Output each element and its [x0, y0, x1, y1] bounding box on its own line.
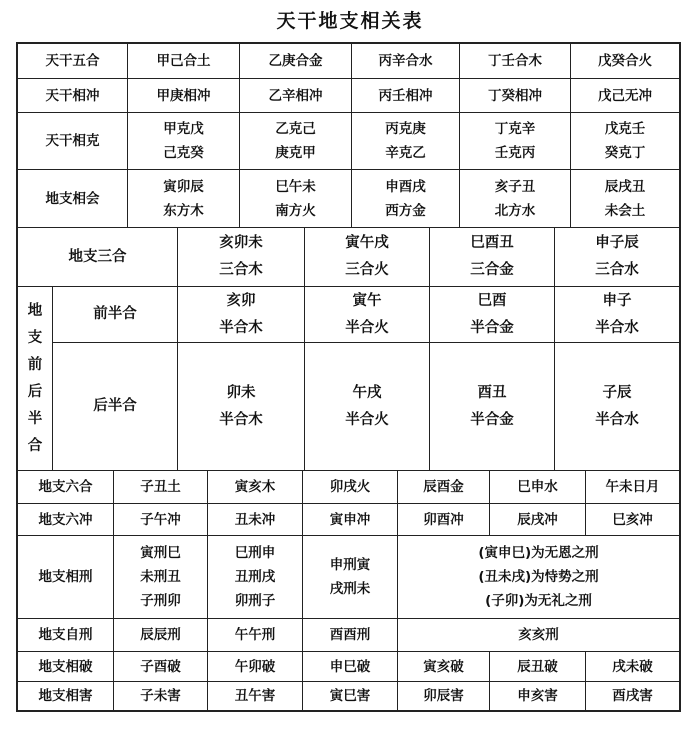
cell-line: 午戌	[352, 384, 382, 401]
table-cell: 戊己无冲	[598, 87, 652, 104]
cell-line: 戌刑未	[329, 581, 371, 597]
group-char: 合	[27, 437, 43, 454]
row-label: 地支六合	[18, 471, 114, 503]
cell-line: 三合木	[219, 262, 263, 278]
cell-line: 寅午	[352, 292, 382, 309]
row-label: 后半合	[53, 343, 178, 470]
table-cell: 子酉破	[114, 652, 208, 681]
table-cell	[430, 287, 555, 342]
row-label: 天干五合	[18, 44, 128, 78]
cell-line: 巳酉	[477, 292, 507, 309]
cell-line: 三合水	[595, 262, 639, 278]
row-label: 地支六冲	[18, 504, 114, 535]
cell-line: 未刑丑	[140, 569, 181, 585]
cell-line: 酉丑	[477, 384, 507, 401]
table-cell: 卯酉冲	[398, 504, 490, 535]
table-cell: 寅亥木	[208, 471, 303, 503]
cell-line: 辛克乙	[385, 145, 426, 161]
cell-line: 西方金	[385, 202, 426, 219]
cell-line: 癸克丁	[604, 145, 646, 161]
table-cell: 寅亥破	[398, 652, 490, 681]
table-cell: 卯辰害	[398, 682, 490, 710]
cell-line: 巳刑申	[234, 545, 276, 561]
table-cell: 卯戌火	[303, 471, 398, 503]
cell-line: 丙克庚	[385, 121, 426, 137]
cell-line: 南方火	[275, 202, 316, 219]
table-cell	[305, 228, 430, 286]
table-cell: 申巳破	[303, 652, 398, 681]
table-cell: 酉戌害	[612, 688, 653, 704]
table-cell	[555, 343, 679, 470]
note-line: (寅申巳)为无恩之刑	[478, 545, 599, 561]
table-cell: 辰戌冲	[490, 504, 586, 535]
table-cell	[352, 113, 460, 169]
row-label: 地支相破	[18, 652, 114, 681]
table-cell	[305, 287, 430, 342]
cell-line: 半合火	[345, 411, 389, 428]
row-label: 地支自刑	[18, 619, 114, 651]
cell-line: 庚克甲	[275, 145, 316, 161]
row-label: 天干相冲	[18, 79, 128, 112]
cell-line: 丑刑戌	[234, 569, 276, 585]
table-cell: 丙壬相冲	[352, 79, 460, 112]
table-cell: 甲庚相冲	[128, 79, 240, 112]
cell-line: 乙克己	[275, 121, 316, 137]
cell-line: 东方木	[163, 202, 204, 219]
table-cell	[114, 536, 208, 618]
cell-line: 半合火	[345, 319, 389, 336]
table-cell	[208, 536, 303, 618]
cell-line: 壬克丙	[494, 145, 536, 161]
cell-line: 亥卯	[226, 292, 256, 309]
cell-line: 半合木	[219, 411, 263, 428]
table-cell: 辰辰刑	[114, 619, 208, 651]
cell-line: 半合金	[470, 319, 514, 336]
row-label: 地支三合	[18, 228, 178, 286]
table-cell	[352, 170, 460, 227]
row-label: 地支相害	[18, 682, 114, 710]
note-line: (子卯)为无礼之刑	[485, 593, 592, 609]
table-cell	[555, 287, 679, 342]
table-cell: 子丑土	[114, 471, 208, 503]
row-label: 天干相克	[18, 113, 128, 169]
table-cell: 乙辛相冲	[240, 79, 352, 112]
table-cell: 亥亥刑	[518, 627, 559, 643]
table-cell	[430, 228, 555, 286]
group-label-banhe	[18, 287, 53, 470]
cell-line: 巳午未	[275, 178, 316, 195]
table-cell: 辰丑破	[490, 652, 586, 681]
cell-line: 半合木	[219, 319, 263, 336]
cell-line: 寅午戌	[345, 235, 389, 251]
table-cell: 丁壬合木	[460, 44, 571, 78]
table-cell: 申亥害	[490, 682, 586, 710]
table-cell	[178, 287, 305, 342]
table-cell-notes	[398, 536, 679, 618]
cell-line: 亥卯未	[219, 235, 263, 251]
table-cell: 乙庚合金	[240, 44, 352, 78]
cell-line: 卯刑子	[234, 593, 276, 609]
table-cell: 甲己合土	[128, 44, 240, 78]
table-cell	[240, 113, 352, 169]
table-cell: 辰酉金	[398, 471, 490, 503]
table-cell	[178, 343, 305, 470]
cell-line: 丁克辛	[494, 121, 536, 137]
table-cell	[305, 343, 430, 470]
table-cell: 寅申冲	[303, 504, 398, 535]
cell-line: 半合水	[595, 411, 639, 428]
table-cell	[460, 170, 571, 227]
table-cell	[128, 113, 240, 169]
group-char: 半	[27, 410, 43, 427]
table-cell: 子午冲	[114, 504, 208, 535]
page-title: 天干地支相关表	[276, 10, 424, 32]
table-cell	[178, 228, 305, 286]
table-cell	[430, 343, 555, 470]
table-cell: 巳申水	[490, 471, 586, 503]
table-cell	[460, 113, 571, 169]
table-cell	[555, 228, 679, 286]
cell-line: 甲克戊	[163, 121, 204, 137]
cell-line: 亥子丑	[494, 178, 536, 195]
cell-line: 申刑寅	[329, 557, 371, 573]
table-cell: 巳亥冲	[612, 511, 653, 528]
table-cell	[571, 113, 679, 169]
cell-line: 未会土	[604, 202, 646, 219]
table-cell	[240, 170, 352, 227]
table-cell	[571, 170, 679, 227]
cell-line: 三合火	[345, 262, 389, 278]
cell-line: 寅刑巳	[140, 545, 181, 561]
cell-line: 巳酉丑	[470, 235, 514, 251]
row-label: 地支相刑	[18, 536, 114, 618]
table-cell: 酉酉刑	[303, 619, 398, 651]
cell-line: 北方水	[494, 202, 536, 219]
cell-line: 寅卯辰	[163, 178, 204, 195]
table-cell: 子未害	[114, 682, 208, 710]
group-char: 前	[27, 356, 43, 373]
table-cell: 戌未破	[612, 658, 653, 675]
cell-line: 半合金	[470, 411, 514, 428]
note-line: (丑未戌)为恃势之刑	[478, 569, 599, 585]
table-cell: 丙辛合水	[352, 44, 460, 78]
table-cell: 丑午害	[208, 682, 303, 710]
cell-line: 申子	[602, 292, 632, 309]
table-cell	[128, 170, 240, 227]
table-cell: 寅巳害	[303, 682, 398, 710]
group-char: 支	[27, 329, 43, 346]
cell-line: 戊克壬	[604, 121, 646, 137]
cell-line: 半合水	[595, 319, 639, 336]
group-char: 后	[27, 383, 43, 400]
cell-line: 申酉戌	[385, 178, 426, 195]
row-label: 地支相会	[18, 170, 128, 227]
cell-line: 子刑卯	[140, 593, 181, 609]
table-cell: 戊癸合火	[598, 53, 652, 69]
cell-line: 子辰	[602, 384, 632, 401]
cell-line: 卯未	[226, 384, 256, 401]
table-cell: 午午刑	[208, 619, 303, 651]
row-label: 前半合	[53, 287, 178, 342]
table-cell: 丑未冲	[208, 504, 303, 535]
cell-line: 申子辰	[595, 235, 639, 251]
table-cell: 午未日月	[605, 479, 660, 495]
cell-line: 辰戌丑	[604, 178, 646, 195]
cell-line: 三合金	[470, 262, 514, 278]
table-cell: 丁癸相冲	[460, 79, 571, 112]
table-cell: 午卯破	[208, 652, 303, 681]
cell-line: 己克癸	[163, 145, 204, 161]
table-cell	[303, 536, 398, 618]
group-char: 地	[27, 302, 43, 319]
